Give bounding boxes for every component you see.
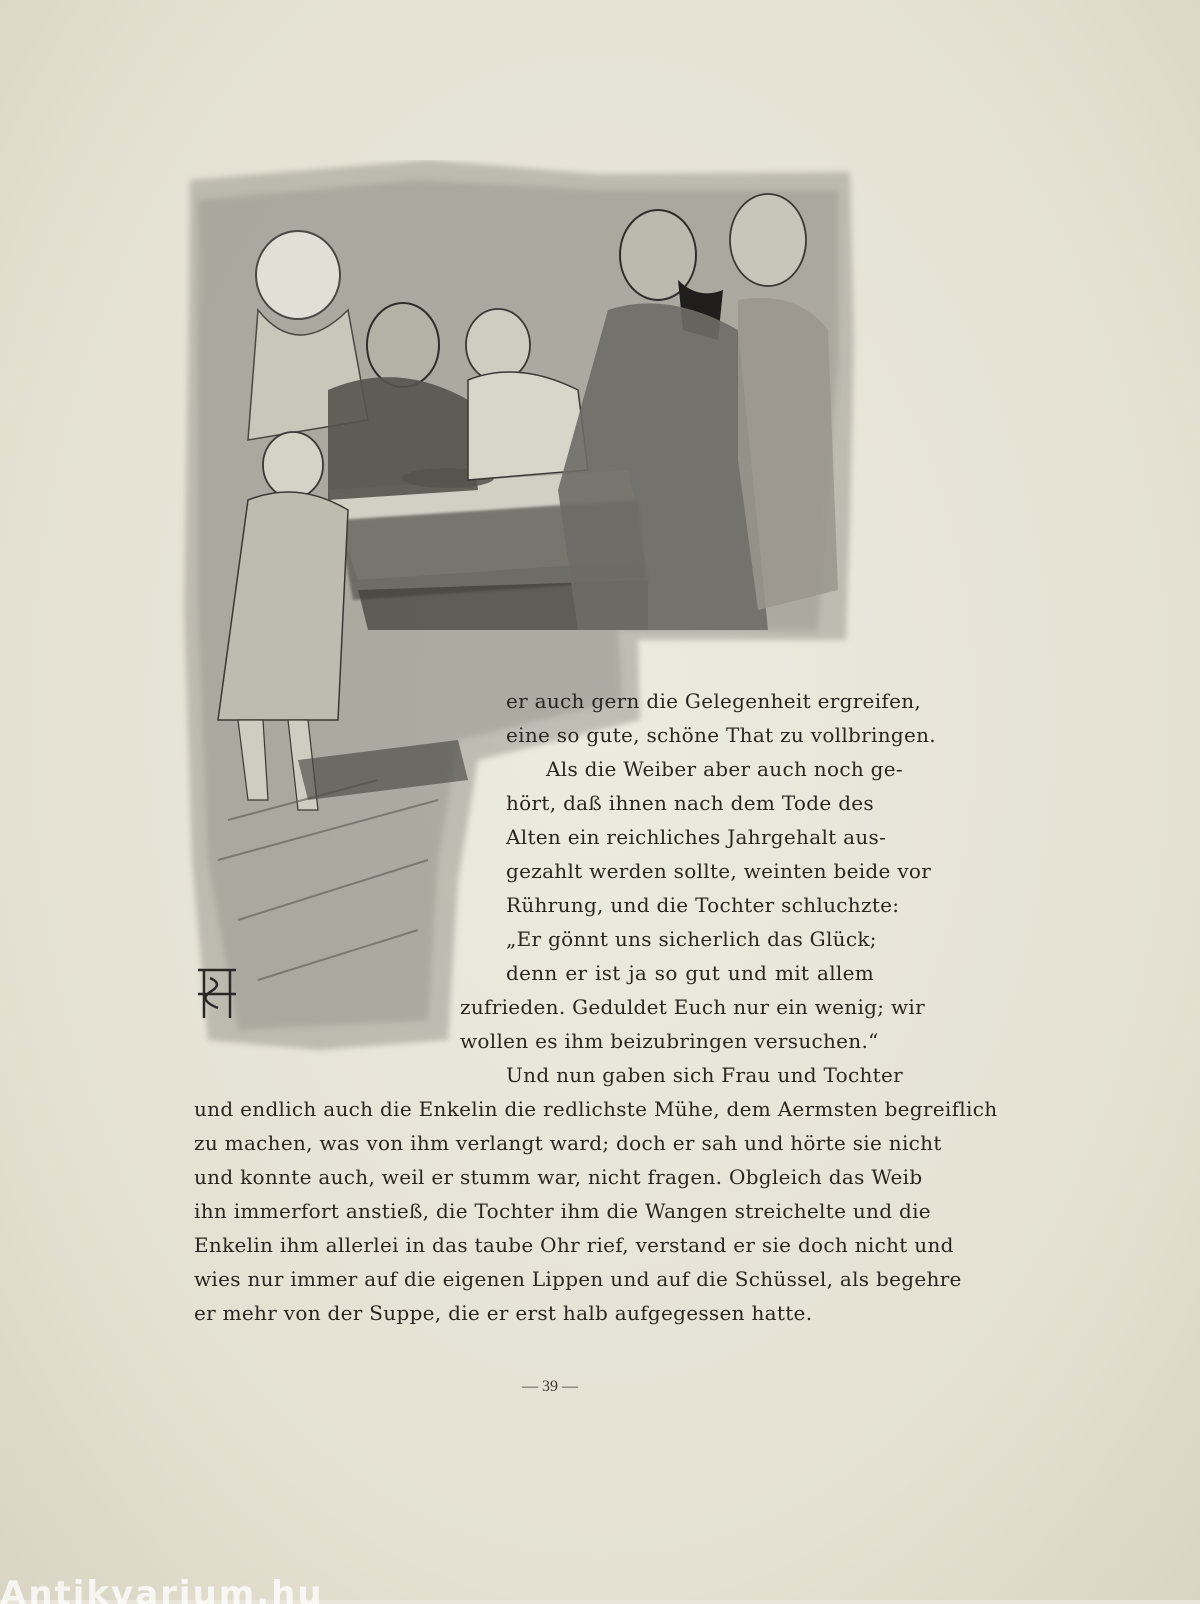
text-line-17: Enkelin ihm allerlei in das taube Ohr rief, verstand er sie doch nicht und — [194, 1233, 954, 1257]
text-line-15: und konnte auch, weil er stumm war, nicht fragen. Obgleich das Weib — [194, 1165, 923, 1189]
text-line-10: zufrieden. Geduldet Euch nur ein wenig; wir — [460, 995, 925, 1019]
text-line-4: hört, daß ihnen nach dem Tode des — [506, 791, 874, 815]
text-line-19: er mehr von der Suppe, die er erst halb aufgegessen hatte. — [194, 1301, 813, 1325]
text-line-14: zu machen, was von ihm verlangt ward; doch er sah und hörte sie nicht — [194, 1131, 942, 1155]
text-line-2: eine so gute, schöne That zu vollbringen. — [506, 723, 936, 747]
text-line-11: wollen es ihm beizubringen versuchen.“ — [460, 1029, 879, 1053]
text-line-13: und endlich auch die Enkelin die redlichste Mühe, dem Aermsten begreiflich — [194, 1097, 998, 1121]
text-line-8: „Er gönnt uns sicherlich das Glück; — [506, 927, 877, 951]
text-line-16: ihn immerfort anstieß, die Tochter ihm die Wangen streichelte und die — [194, 1199, 931, 1223]
text-line-6: gezahlt werden sollte, weinten beide vor — [506, 859, 932, 883]
text-line-5: Alten ein reichliches Jahrgehalt aus- — [506, 825, 887, 849]
text-line-1: er auch gern die Gelegenheit ergreifen, — [506, 689, 922, 713]
text-line-12: Und nun gaben sich Frau und Tochter — [506, 1063, 903, 1087]
text-line-9: denn er ist ja so gut und mit allem — [506, 961, 874, 985]
page-number: — 39 — — [522, 1378, 578, 1395]
text-line-18: wies nur immer auf die eigenen Lippen und auf die Schüssel, als begehre — [194, 1267, 962, 1291]
text-line-3: Als die Weiber aber auch noch ge- — [546, 757, 903, 781]
text-line-7: Rührung, und die Tochter schluchzte: — [506, 893, 900, 917]
watermark: Antikvarium.hu — [0, 1574, 324, 1604]
